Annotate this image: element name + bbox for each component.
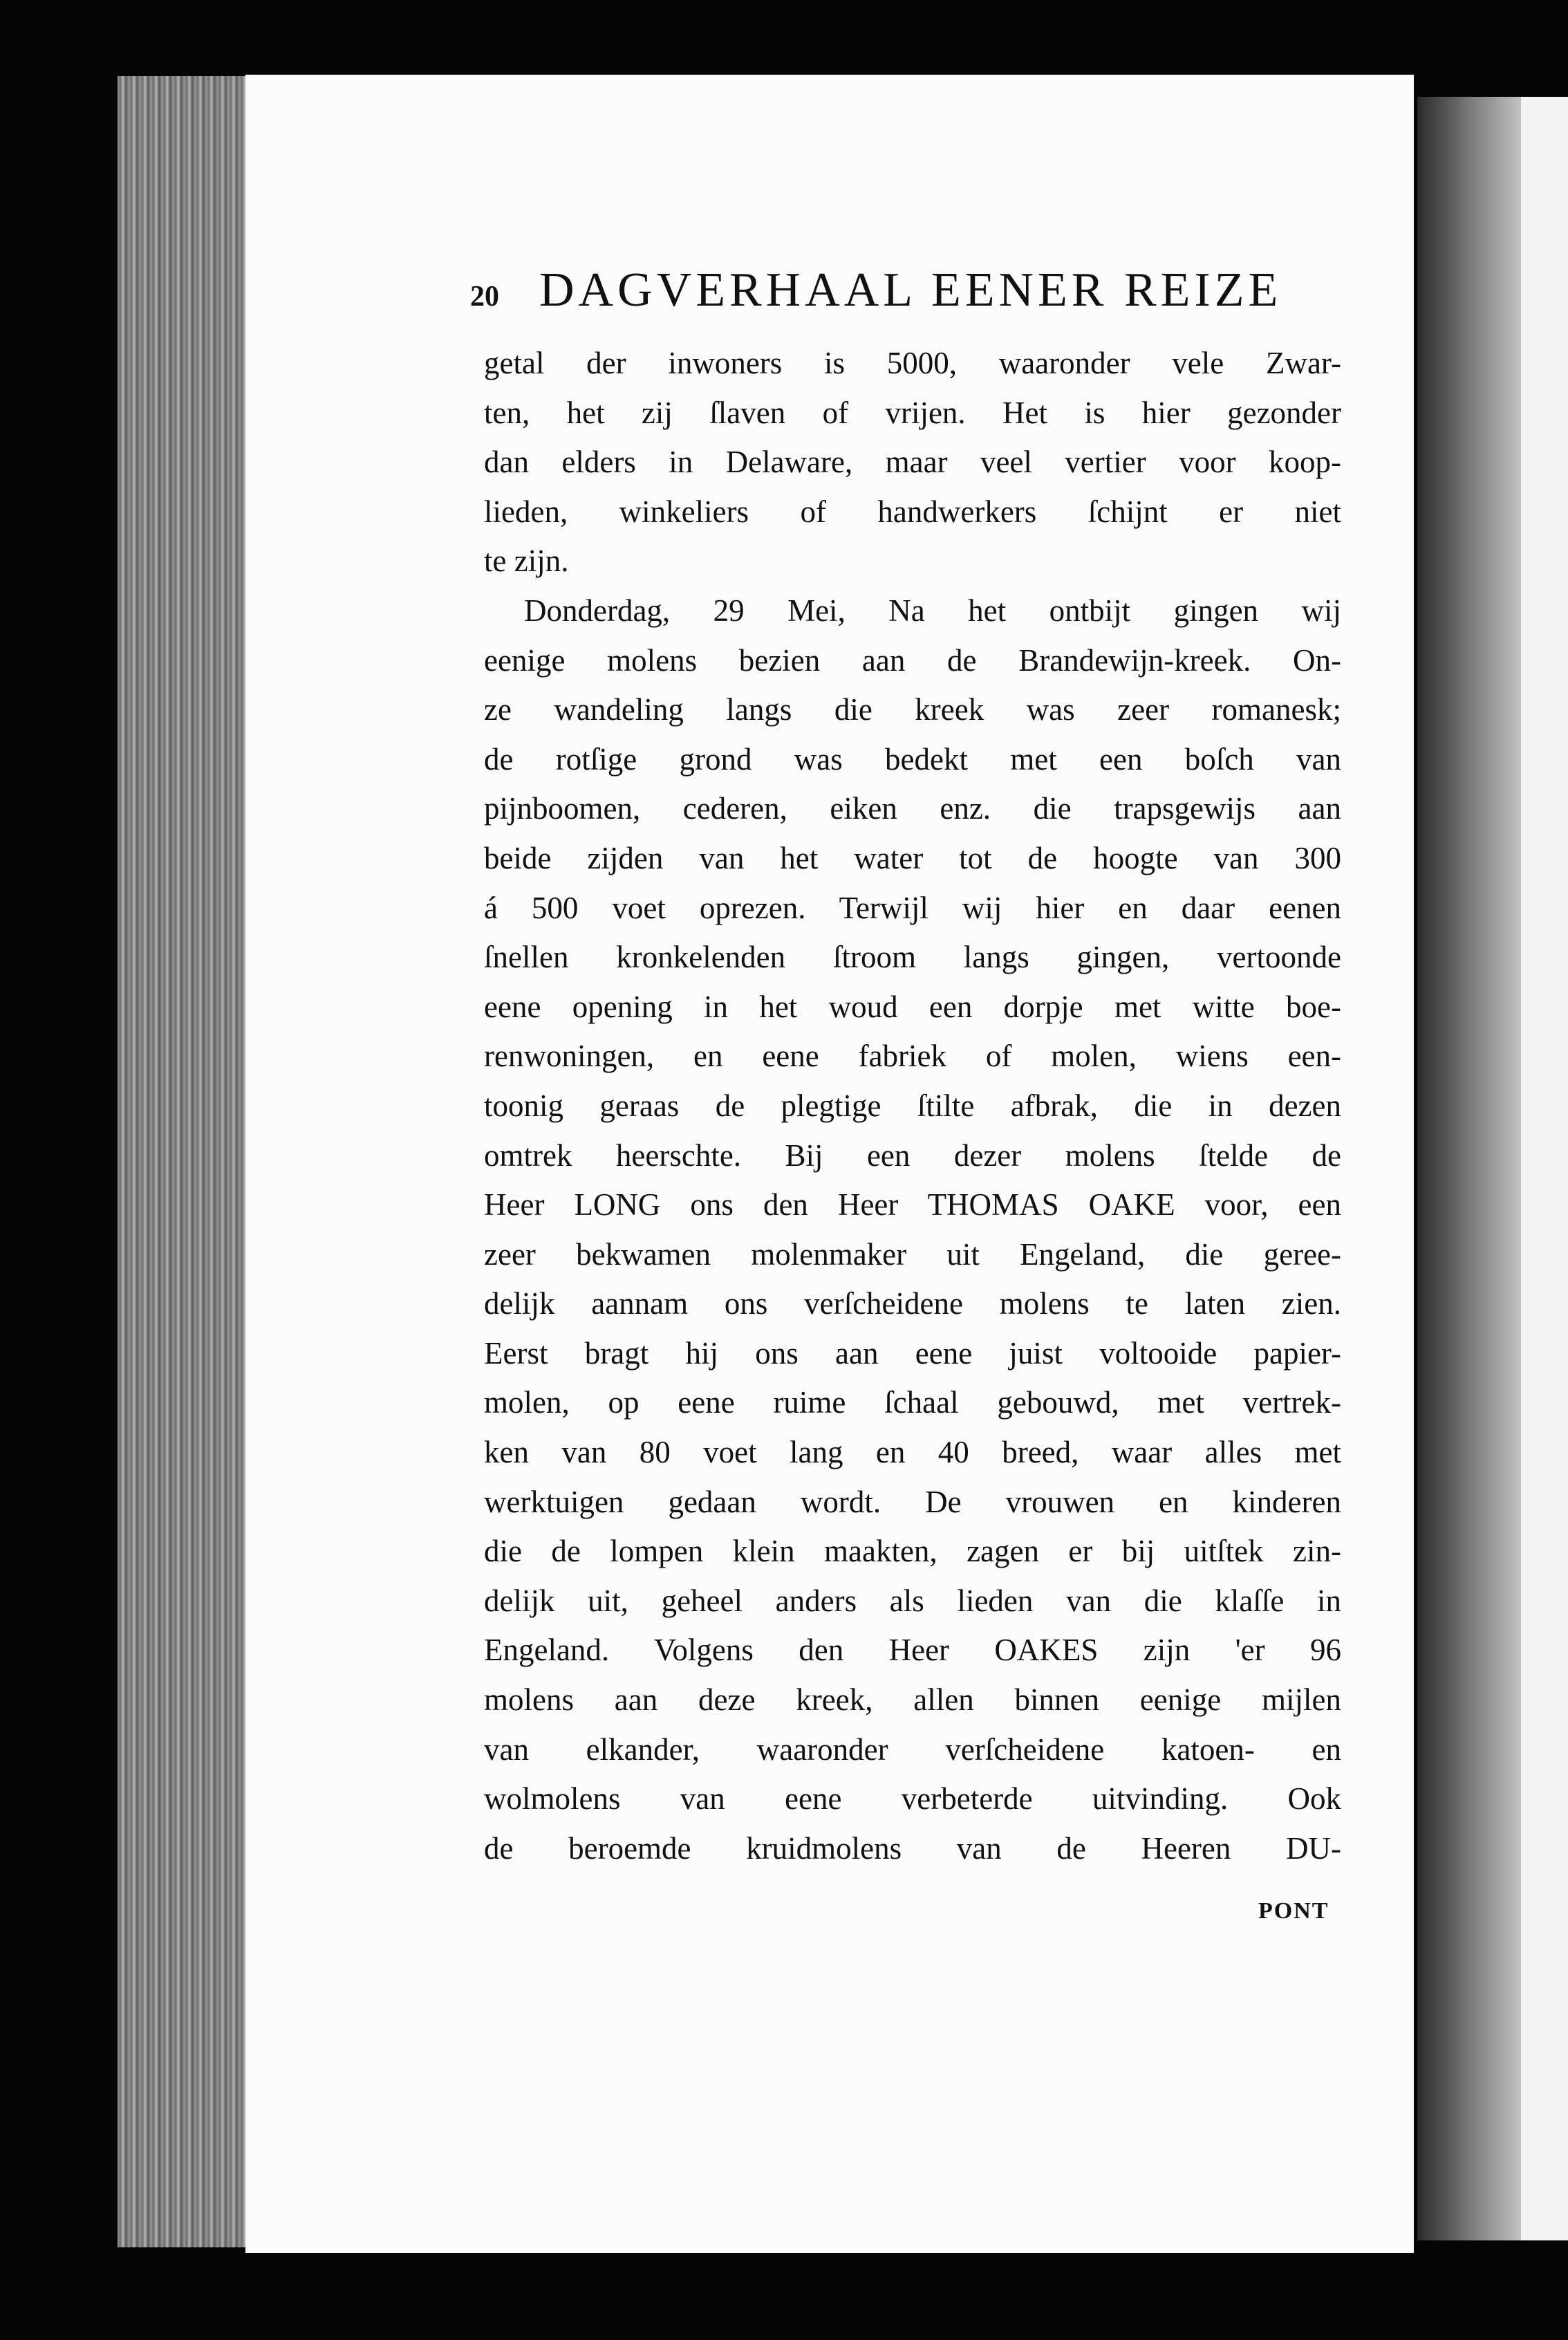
text-line: beide zijden van het water tot de hoogte van 300 [484, 840, 1341, 875]
text-line: ſnellen kronkelenden ſtroom langs gingen, vertoonde [484, 940, 1341, 975]
text-line: ten, het zij ſlaven of vrijen. Het is hier gezonder [484, 395, 1341, 430]
text-line: Donderdag, 29 Mei, Na het ontbijt gingen wij [524, 593, 1341, 628]
text-line: eene opening in het woud een dorpje met witte boe- [484, 989, 1341, 1024]
text-line: Eerst bragt hij ons aan eene juist voltooide papier- [484, 1335, 1341, 1371]
text-line: Engeland. Volgens den Heer OAKES zijn 'er 96 [484, 1633, 1341, 1668]
text-line: delijk uit, geheel anders als lieden van die klaſſe in [484, 1583, 1341, 1618]
text-line: molen, op eene ruime ſchaal gebouwd, met vertrek- [484, 1385, 1341, 1420]
text-line: molens aan deze kreek, allen binnen eenige mijlen [484, 1682, 1341, 1718]
facing-page [1521, 97, 1568, 2240]
text-line: toonig geraas de plegtige ſtilte afbrak, die in dezen [484, 1088, 1341, 1123]
text-line: ze wandeling langs die kreek was zeer romanesk; [484, 692, 1341, 727]
text-line: delijk aannam ons verſcheidene molens te laten zien. [484, 1286, 1341, 1321]
text-line: werktuigen gedaan wordt. De vrouwen en kinderen [484, 1484, 1341, 1519]
page-number: 20 [470, 281, 499, 313]
text-line: dan elders in Delaware, maar veel vertier voor koop- [484, 445, 1341, 480]
text-line: wolmolens van eene verbeterde uitvinding. Ook [484, 1781, 1341, 1817]
text-line: Heer LONG ons den Heer THOMAS OAKE voor, een [484, 1187, 1341, 1223]
catchword: PONT [1258, 1898, 1329, 1924]
page-edges [118, 76, 263, 2247]
text-line: de beroemde kruidmolens van de Heeren DU- [484, 1830, 1341, 1866]
text-line: te zijn. [484, 544, 569, 579]
text-line: zeer bekwamen molenmaker uit Engeland, die geree- [484, 1236, 1341, 1272]
text-line: á 500 voet oprezen. Terwijl wij hier en daar eenen [484, 890, 1341, 925]
text-line: ken van 80 voet lang en 40 breed, waar alles met [484, 1435, 1341, 1470]
text-line: die de lompen klein maakten, zagen er bij uitſtek zin- [484, 1534, 1341, 1569]
text-line: renwoningen, en eene fabriek of molen, wiens een- [484, 1039, 1341, 1074]
text-line: de rotſige grond was bedekt met een boſch van [484, 741, 1341, 777]
running-head: DAGVERHAAL EENER REIZE [539, 263, 1282, 317]
text-line: pijnboomen, cederen, eiken enz. die trapsgewijs aan [484, 791, 1341, 826]
text-line: omtrek heerschte. Bij een dezer molens ſtelde de [484, 1138, 1341, 1173]
text-line: van elkander, waaronder verſcheidene katoen- en [484, 1731, 1341, 1767]
text-line: lieden, winkeliers of handwerkers ſchijnt er niet [484, 494, 1341, 529]
body-text [484, 339, 1341, 1873]
page-header [470, 263, 1341, 318]
text-line: getal der inwoners is 5000, waaronder vele Zwar- [484, 346, 1341, 380]
text-line: eenige molens bezien aan de Brandewijn-kreek. On- [484, 642, 1341, 678]
